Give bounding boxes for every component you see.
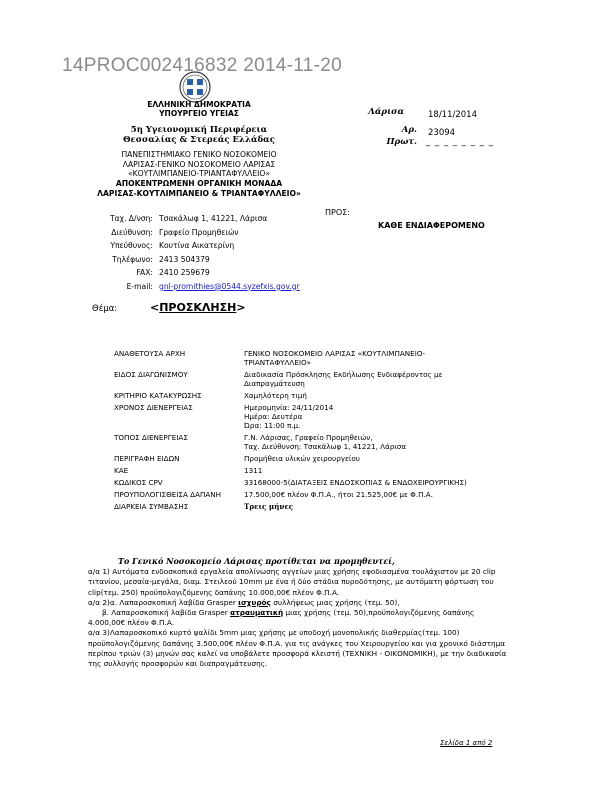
contact-row xyxy=(78,253,300,267)
table-row xyxy=(114,454,524,466)
subject-text: ΠΡΟΣΚΛΗΣΗ xyxy=(159,301,237,314)
contact-row xyxy=(78,280,300,294)
info-key: ΚΑΕ xyxy=(114,466,129,475)
table-row xyxy=(114,433,524,454)
contact-value: 2413 504379 xyxy=(159,254,210,264)
body-text xyxy=(88,556,508,669)
document-watermark: 14PROC002416832 2014-11-20 xyxy=(62,55,342,76)
contact-row xyxy=(78,212,300,226)
region-heading xyxy=(90,125,308,145)
item-2a-paragraph: α/α 2)α. Λαπαροσκοπική λαβίδα Grasper ισχυρός συλλήψεως μιας χρήσης (τεμ. 50), xyxy=(88,597,400,607)
email-link[interactable]: gnl-promithies@0544.syzefxis.gov.gr xyxy=(159,281,300,291)
ar-label: Αρ. xyxy=(401,125,417,135)
item-3-paragraph: α/α 3)Λαπαροσκοπικό κυρτό ψαλίδι 5mm μιας χρήσης με υποδοχή μονοπολικής διαθερμίας(τεμ. 100) προϋπολογιζόμενης δαπάνης 3.500,00€ πλέον Φ.Π.Α. για τις ανάγκες του Χειρουργείου και για χρονικό διάστημα περίπου τριών (3) μηνών σας καλεί να υποβάλετε προσφορά κλειστή (ΤΕΧΝΙΚΗ - ΟΙΚΟΝΟΜΙΚΗ), με την διαδικασία της συλλογής προσφορών και διαπραγμάτευσης. xyxy=(88,628,507,669)
contact-value: Γραφείο Προμηθειών xyxy=(159,227,239,237)
contact-key: FAX: xyxy=(136,268,153,277)
table-row xyxy=(114,478,524,490)
region-line-1: 5η Υγειονομική Περιφέρεια xyxy=(130,125,268,135)
table-row xyxy=(114,370,524,391)
protocol-number: 23094 xyxy=(428,128,456,138)
document-date: 18/11/2014 xyxy=(428,110,477,120)
greek-emblem-icon xyxy=(178,70,212,104)
info-key: ΠΡΟΥΠΟΛΟΓΙΣΘΕΙΣΑ ΔΑΠΑΝΗ xyxy=(114,490,222,499)
table-row xyxy=(114,466,524,478)
table-row xyxy=(114,502,524,514)
contact-key: Διεύθυνση: xyxy=(111,227,153,237)
table-row xyxy=(114,490,524,502)
gov-line-1: ΕΛΛΗΝΙΚΗ ΔΗΜΟΚΡΑΤΙΑ xyxy=(147,100,251,109)
contact-key: Υπεύθυνος: xyxy=(110,241,153,250)
info-value: Χαμηλότερη τιμή xyxy=(244,391,307,400)
page-number: Σελίδα 1 από 2 xyxy=(440,739,493,747)
contact-row xyxy=(78,266,300,280)
prot-blank-line: _ _ _ _ _ _ _ _ xyxy=(426,137,494,147)
info-key: ΔΙΑΡΚΕΙΑ ΣΥΜΒΑΣΗΣ xyxy=(114,502,189,511)
info-key: ΚΡΙΤΗΡΙΟ ΚΑΤΑΚΥΡΩΣΗΣ xyxy=(114,391,202,400)
contact-value: 2410 259679 xyxy=(159,268,210,277)
info-value: Τρεις μήνες xyxy=(244,502,294,511)
body-lead: Το Γενικό Νοσοκομείο Λάρισας προτίθεται να προμηθευτεί, xyxy=(118,556,395,566)
info-value: ΓΕΝΙΚΟ ΝΟΣΟΚΟΜΕΙΟ ΛΑΡΙΣΑΣ «ΚΟΥΤΛΙΜΠΑΝΕΙΟ- ΤΡΙΑΝΤΑΦΥΛΛΕΙΟ» xyxy=(244,349,426,367)
recipient-value: ΚΑΘΕ ΕΝΔΙΑΦΕΡΟΜΕΝΟ xyxy=(378,221,485,230)
prot-label: Πρωτ. xyxy=(386,137,417,147)
table-row xyxy=(114,403,524,433)
unit-line-2: ΛΑΡΙΣΑΣ-ΚΟΥΤΛΙΜΠΑΝΕΙΟ & ΤΡΙΑΝΤΑΦΥΛΛΕΙΟ» xyxy=(97,188,301,198)
hospital-heading xyxy=(90,150,308,179)
table-row xyxy=(114,391,524,403)
info-value: 17.500,00€ πλέον Φ.Π.Α., ήτοι 21.525,00€ με Φ.Π.Α. xyxy=(244,490,434,499)
info-value: Διαδικασία Πρόσκλησης Εκδήλωσης Ενδιαφέροντος με Διαπραγμάτευση xyxy=(244,370,443,388)
info-key: ΠΕΡΙΓΡΑΦΗ ΕΙΔΩΝ xyxy=(114,454,180,463)
unit-heading xyxy=(90,179,308,198)
table-row xyxy=(114,349,524,370)
gov-line-2: ΥΠΟΥΡΓΕΙΟ ΥΓΕΙΑΣ xyxy=(159,109,239,118)
info-key: ΑΝΑΘΕΤΟΥΣΑ ΑΡΧΗ xyxy=(114,349,186,358)
recipient-label: ΠΡΟΣ: xyxy=(325,208,350,217)
hosp-line-3: «ΚΟΥΤΛΙΜΠΑΝΕΙΟ-ΤΡΙΑΝΤΑΦΥΛΛΕΙΟ» xyxy=(127,169,271,178)
region-line-2: Θεσσαλίας & Στερεάς Ελλάδας xyxy=(123,135,275,145)
item-1-paragraph: α/α 1) Αυτόματα ενδοσκοπικά εργαλεία απολίνωσης αγγείων μιας χρήσης εφοδιασμένα τουλάχιστον με 20 clip τιτανίου, μεσαία-μεγάλα, διαμ. Στειλεού 10mm με ένα ή δύο στάδια πυροδότησης, με αυτόματη φόρτωση του clip(τεμ. 250) προϋπολογιζόμενης δαπάνης 10.000,00€ πλέον Φ.Π.Α. xyxy=(88,567,496,597)
place-label: Λάρισα xyxy=(368,107,404,117)
government-heading xyxy=(90,100,308,118)
info-key: ΕΙΔΟΣ ΔΙΑΓΩΝΙΣΜΟΥ xyxy=(114,370,188,379)
hosp-line-2: ΛΑΡΙΣΑΣ-ΓΕΝΙΚΟ ΝΟΣΟΚΟΜΕΙΟ ΛΑΡΙΣΑΣ xyxy=(122,159,276,169)
info-value: Ημερομηνία: 24/11/2014 Ημέρα: Δευτέρα Ώρα: 11:00 π.μ. xyxy=(244,403,334,430)
info-key: ΚΩΔΙΚΟΣ CPV xyxy=(114,478,163,487)
contact-key: Τηλέφωνο: xyxy=(112,254,153,264)
info-value: Προμήθεια υλικών χειρουργείου xyxy=(244,454,360,463)
contact-value: Κουτίνα Αικατερίνη xyxy=(159,241,235,250)
subject-label: Θέμα: xyxy=(92,304,118,314)
item-2b-paragraph: β. Λαπαροσκοπική λαβίδα Grasper ατραυματική μιας χρήσης (τεμ. 50),προϋπολογιζόμενης δαπάνης 4.000,00€ πλέον Φ.Π.Α. xyxy=(88,608,475,628)
info-value: 33168000-5(ΔΙΑΤΑΞΕΙΣ ΕΝΔΟΣΚΟΠΙΑΣ & ΕΝΔΟΧΕΙΡΟΥΡΓΙΚΗΣ) xyxy=(244,478,467,487)
contact-key: Ταχ. Δ/νση: xyxy=(109,214,153,223)
contact-row xyxy=(78,226,300,240)
contact-value: Τσακάλωφ 1, 41221, Λάρισα xyxy=(159,214,268,223)
subject-value: <ΠΡΟΣΚΛΗΣΗ> xyxy=(150,301,246,314)
contact-key: E-mail: xyxy=(126,281,153,291)
info-key: ΤΟΠΟΣ ΔΙΕΝΕΡΓΕΙΑΣ xyxy=(114,433,188,442)
unit-line-1: ΑΠΟΚΕΝΤΡΩΜΕΝΗ ΟΡΓΑΝΙΚΗ ΜΟΝΑΔΑ xyxy=(115,179,283,188)
contact-row xyxy=(78,239,300,253)
contact-block xyxy=(78,212,300,293)
tender-info-table xyxy=(114,349,524,514)
info-value: Γ.Ν. Λάρισας, Γραφείο Προμηθειών, Ταχ. Διεύθυνση: Τσακάλωφ 1, 41221, Λάρισα xyxy=(244,433,407,451)
info-key: ΧΡΟΝΟΣ ΔΙΕΝΕΡΓΕΙΑΣ xyxy=(114,403,193,412)
info-value: 1311 xyxy=(244,466,263,475)
hosp-line-1: ΠΑΝΕΠΙΣΤΗΜΙΑΚΟ ΓΕΝΙΚΟ ΝΟΣΟΚΟΜΕΙΟ xyxy=(121,150,277,159)
